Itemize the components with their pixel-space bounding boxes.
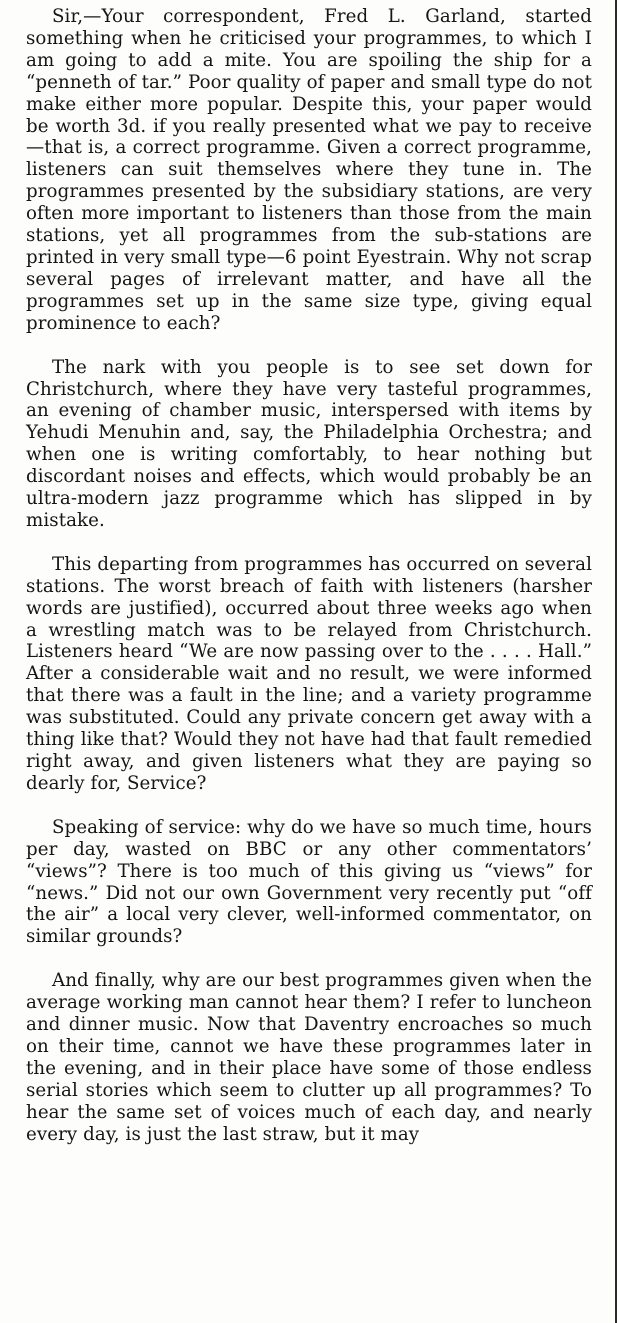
paragraph-3: This departing from programmes has occurred on several stations. The worst breach of faith with listeners (harsher words are justified), occurred about three weeks ago when a wrestling match was to be relayed from Christchurch. Listeners heard “We are now passing over to the . . . . Hall.” After a considerable wait and no result, we were informed that there was a fault in the line; and a variety programme was substituted. Could any private concern get away with a thing like that? Would they not have had that fault remedied right away, and given listeners what they are paying so dearly for, Service? <box>26 553 592 794</box>
paragraph-2: The nark with you people is to see set down for Christchurch, where they have very tasteful programmes, an evening of chamber music, interspersed with items by Yehudi Menuhin and, say, the Philadelphia Orchestra; and when one is writing comfortably, to hear nothing but discordant noises and effects, which would probably be an ultra-modern jazz programme which has slipped in by mistake. <box>26 356 592 531</box>
paragraph-1: Sir,—Your correspondent, Fred L. Garland, started something when he criticised your programmes, to which I am going to add a mite. You are spoiling the ship for a “penneth of tar.” Poor quality of paper and small type do not make either more popular. Despite this, your paper would be worth 3d. if you really presented what we pay to receive—that is, a correct programme. Given a correct programme, listeners can suit themselves where they tune in. The programmes presented by the subsidiary stations, are very often more important to listeners than those from the main stations, yet all programmes from the sub-stations are printed in very small type—6 point Eyestrain. Why not scrap several pages of irrelevant matter, and have all the programmes set up in the same size type, giving equal prominence to each? <box>26 6 592 334</box>
letter-column <box>26 6 592 1146</box>
paragraph-5: And finally, why are our best programmes given when the average working man cannot hear them? I refer to luncheon and dinner music. Now that Daventry encroaches so much on their time, cannot we have these programmes later in the evening, and in their place have some of those endless serial stories which seem to clutter up all programmes? To hear the same set of voices much of each day, and nearly every day, is just the last straw, but it may <box>26 970 592 1145</box>
paragraph-4: Speaking of service: why do we have so much time, hours per day, wasted on BBC or any other commentators’ “views”? There is too much of this giving us “views” for “news.” Did not our own Government very recently put “off the air” a local very clever, well-informed commentator, on similar grounds? <box>26 816 592 948</box>
